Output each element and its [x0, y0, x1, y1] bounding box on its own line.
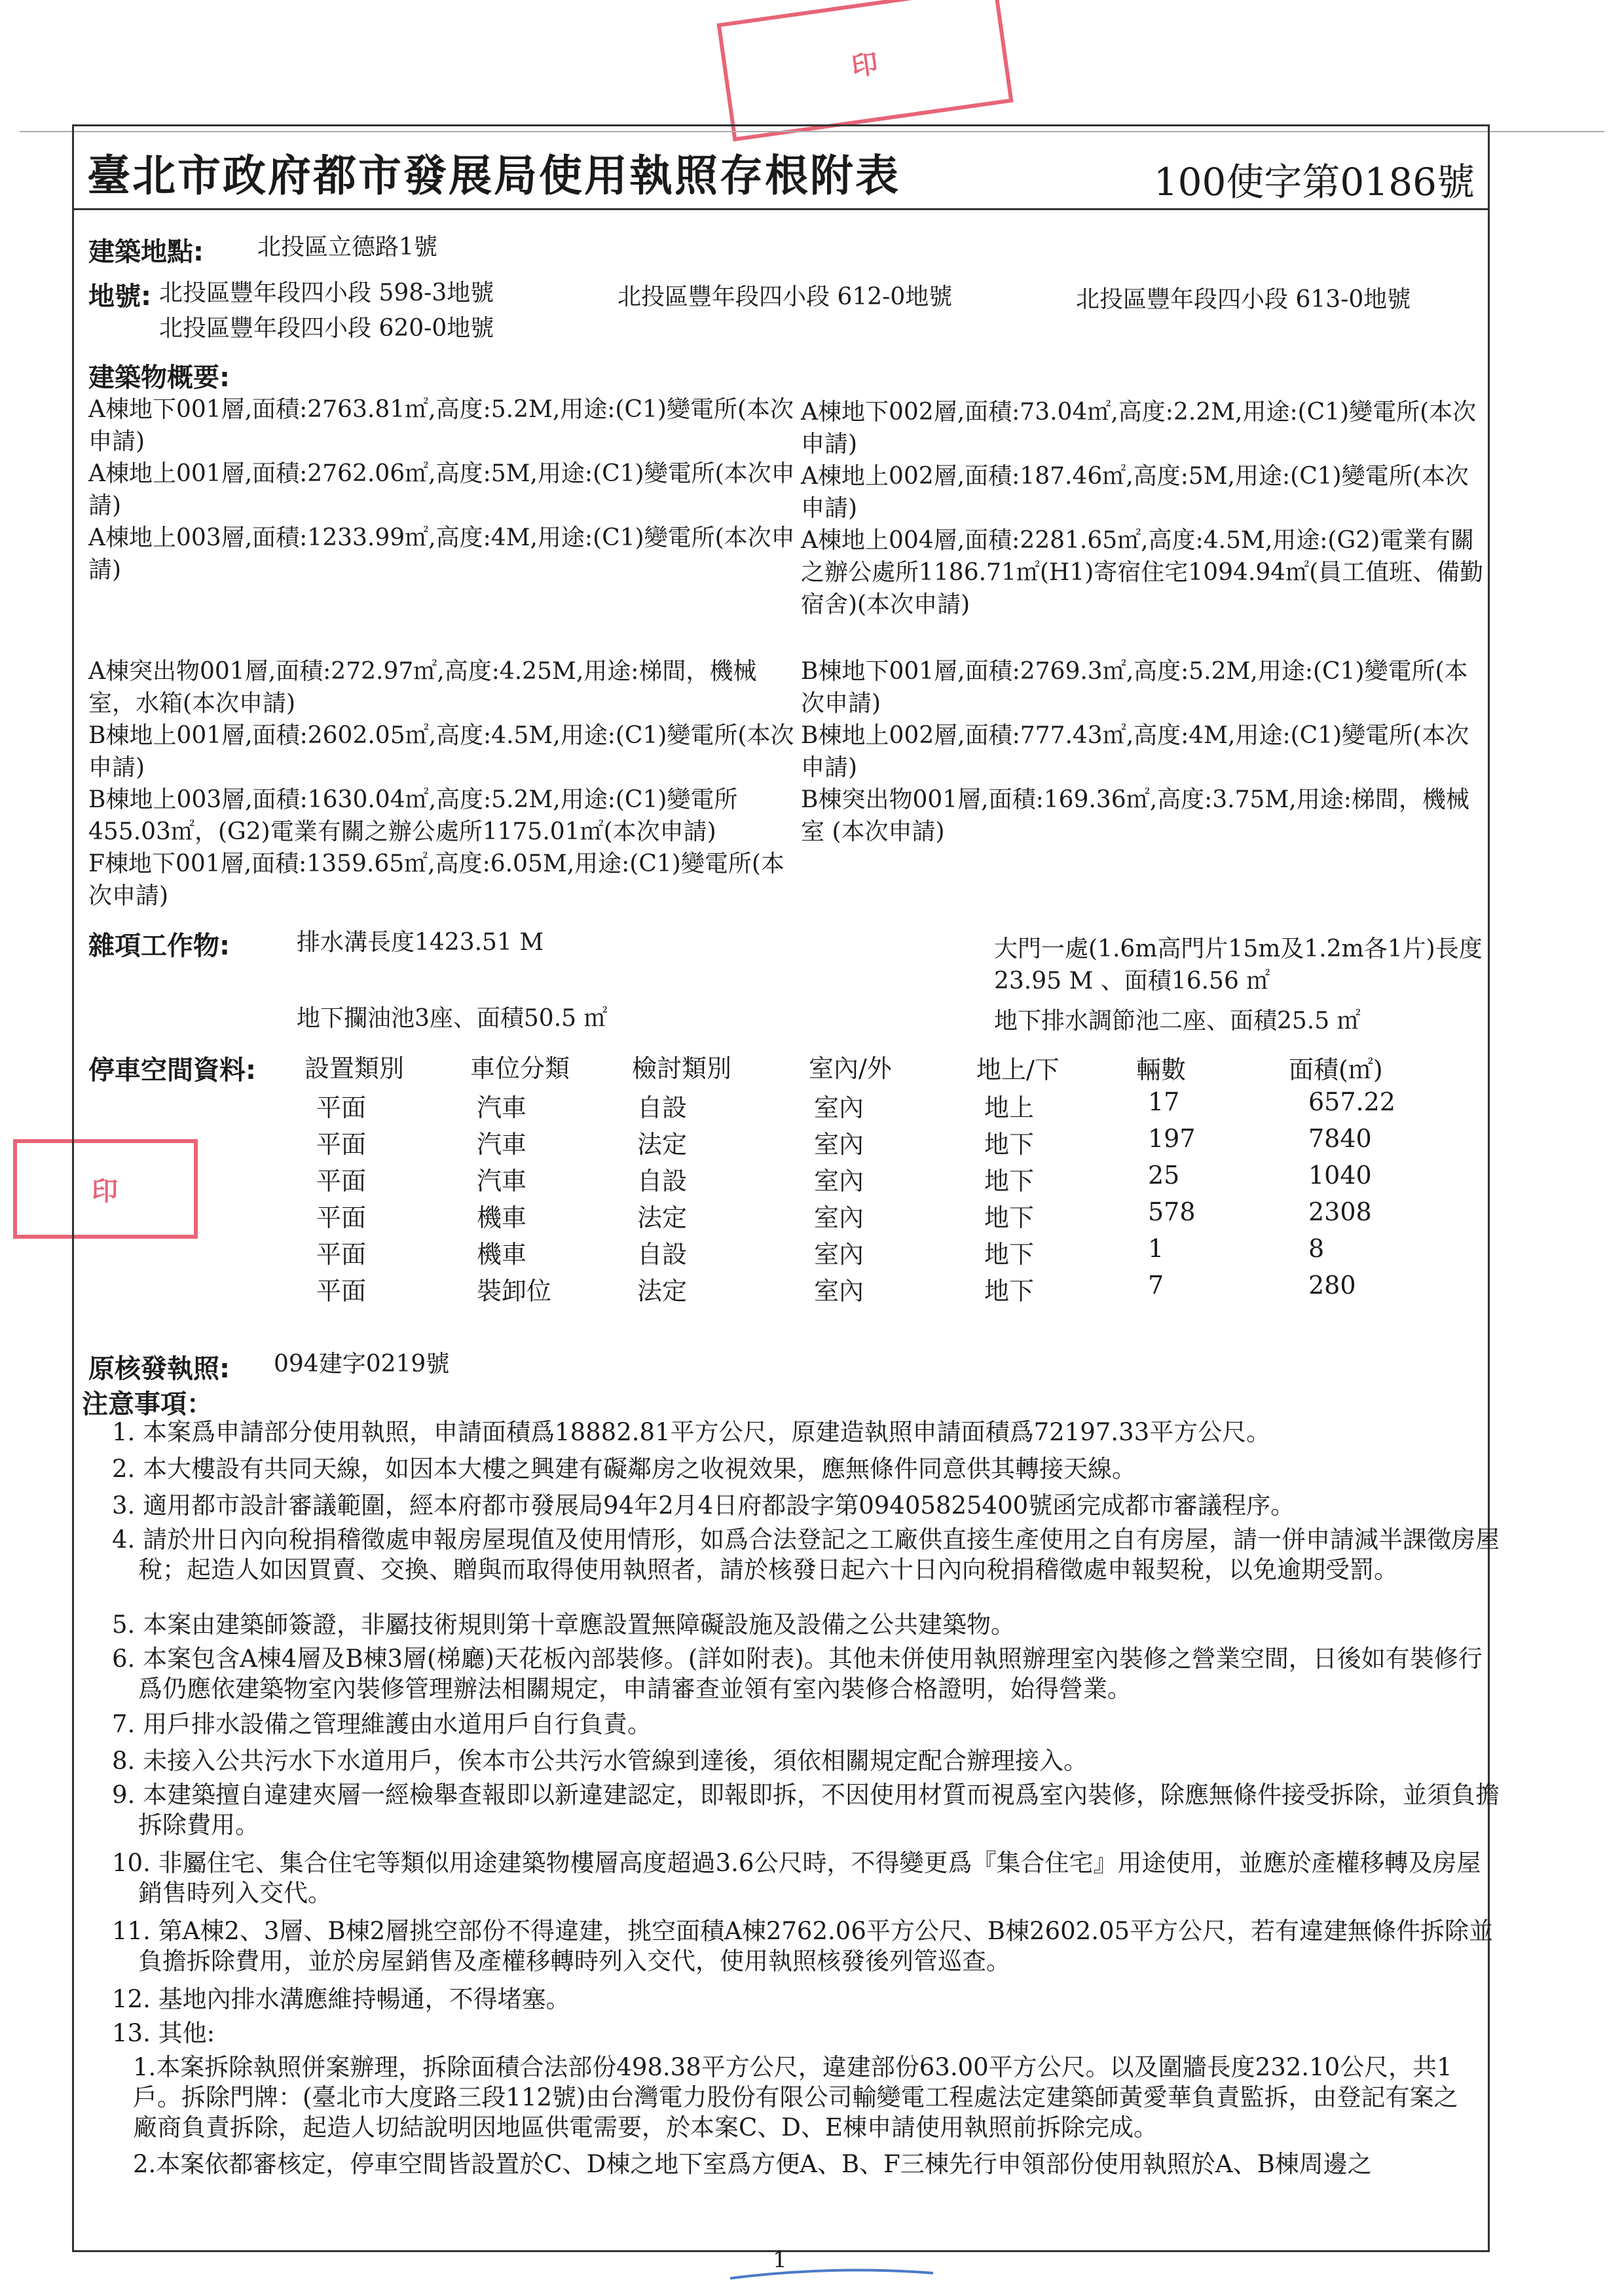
- misc-label: 雜項工作物:: [88, 931, 230, 961]
- parking-cell: 室內: [814, 1130, 864, 1159]
- misc-item: 大門一處(1.6m高門片15m及1.2m各1片)長度23.95 M 、面積16.56 ㎡: [994, 936, 1483, 994]
- parking-cell: 1: [1148, 1234, 1164, 1263]
- overview-entry: B棟地上001層,面積:2602.05㎡,高度:4.5M,用途:(C1)變電所(本次申請): [88, 722, 794, 781]
- parking-header: 車位分類: [470, 1054, 570, 1083]
- note-item: 8. 未接入公共污水下水道用戶，俟本市公共污水管線到達後，須依相關規定配合辦理接入。: [112, 1747, 1088, 1775]
- note-item: 6. 本案包含A棟4層及B棟3層(梯廳)天花板內部裝修。(詳如附表)。其他未併使用執照辦理室內裝修之營業空間，日後如有裝修行爲仍應依建築物室內裝修管理辦法相關規定，申請審查並領有室內裝修合格證明，始得營業。: [112, 1645, 1483, 1703]
- parking-cell: 汽車: [477, 1167, 527, 1195]
- note-item: 13. 其他:: [112, 2019, 215, 2047]
- lot-item: 北投區豐年段四小段 620-0地號: [159, 315, 494, 342]
- parking-cell: 室內: [814, 1277, 864, 1305]
- parking-cell: 7840: [1308, 1124, 1372, 1153]
- parking-label: 停車空間資料:: [88, 1055, 256, 1085]
- parking-cell: 地下: [984, 1203, 1035, 1232]
- note-sub-item: 1.本案拆除執照併案辦理，拆除面積合法部份498.38平方公尺，違建部份63.00平方公尺。以及圍牆長度232.10公尺，共1戶。拆除門牌：(臺北市大度路三段112號)由台灣電力股份有限公司輸變電工程處法定建築師黃愛華負責監拆，由登記有案之廠商負責拆除，起造人切結說明因地區供電需要，於本案C、D、E棟申請使用執照前拆除完成。: [133, 2053, 1458, 2141]
- misc-item: 地下排水調節池二座、面積25.5 ㎡: [994, 1008, 1361, 1034]
- note-item: 1. 本案爲申請部分使用執照，申請面積爲18882.81平方公尺，原建造執照申請面積爲72197.33平方公尺。: [112, 1418, 1271, 1446]
- parking-header: 設置類別: [304, 1054, 405, 1083]
- parking-header: 檢討類別: [632, 1054, 732, 1083]
- parking-header: 地上/下: [976, 1055, 1060, 1084]
- page-number: 1: [773, 2247, 787, 2273]
- lot-item: 北投區豐年段四小段 612-0地號: [618, 283, 953, 310]
- parking-cell: 自設: [637, 1167, 688, 1195]
- overview-entry: B棟地上003層,面積:1630.04㎡,高度:5.2M,用途:(C1)變電所455.03㎡，(G2)電業有關之辦公處所1175.01㎡(本次申請): [88, 786, 738, 845]
- overview-entry: A棟地上003層,面積:1233.99㎡,高度:4M,用途:(C1)變電所(本次申請): [88, 524, 795, 583]
- parking-cell: 室內: [814, 1203, 864, 1232]
- parking-cell: 地下: [984, 1240, 1035, 1269]
- parking-cell: 578: [1148, 1197, 1196, 1226]
- parking-cell: 25: [1148, 1161, 1180, 1190]
- parking-header: 室內/外: [809, 1054, 892, 1083]
- parking-cell: 地下: [984, 1167, 1035, 1195]
- site-label: 建築地點:: [88, 237, 204, 267]
- parking-cell: 機車: [477, 1203, 527, 1232]
- note-item: 2. 本大樓設有共同天線，如因本大樓之興建有礙鄰房之收視效果，應無條件同意供其轉接天線。: [112, 1455, 1137, 1483]
- note-item: 12. 基地內排水溝應維持暢通，不得堵塞。: [112, 1985, 570, 2013]
- parking-cell: 17: [1148, 1087, 1180, 1116]
- notes-label: 注意事項：: [82, 1389, 213, 1419]
- parking-cell: 汽車: [477, 1130, 527, 1159]
- note-item: 5. 本案由建築師簽證，非屬技術規則第十章應設置無障礙設施及設備之公共建築物。: [112, 1611, 1016, 1639]
- parking-cell: 280: [1308, 1271, 1356, 1300]
- parking-cell: 裝卸位: [477, 1277, 552, 1305]
- overview-entry: A棟地下002層,面積:73.04㎡,高度:2.2M,用途:(C1)變電所(本次申請): [801, 399, 1477, 458]
- overview-entry: A棟地上001層,面積:2762.06㎡,高度:5M,用途:(C1)變電所(本次申請): [88, 460, 795, 519]
- note-item: 4. 請於卅日內向稅捐稽徵處申報房屋現值及使用情形，如爲合法登記之工廠供直接生產使用之自有房屋，請一併申請減半課徵房屋稅；起造人如因買賣、交換、贈與而取得使用執照者，請於核發日起六十日內向稅捐稽徵處申報契稅，以免逾期受罰。: [112, 1525, 1500, 1584]
- overview-entry: B棟突出物001層,面積:169.36㎡,高度:3.75M,用途:梯間，機械室 (本次申請): [801, 786, 1469, 845]
- parking-cell: 7: [1148, 1271, 1164, 1300]
- overview-entry: A棟地上004層,面積:2281.65㎡,高度:4.5M,用途:(G2)電業有關之辦公處所1186.71㎡(H1)寄宿住宅1094.94㎡(員工值班、備勤宿舍)(本次申請): [801, 527, 1484, 618]
- original-license-label: 原核發執照:: [88, 1354, 230, 1384]
- parking-cell: 法定: [637, 1277, 688, 1305]
- parking-header: 面積(㎡): [1289, 1055, 1383, 1084]
- site-value: 北投區立德路1號: [257, 234, 437, 261]
- overview-entry: A棟地下001層,面積:2763.81㎡,高度:5.2M,用途:(C1)變電所(本次申請): [88, 396, 794, 455]
- parking-cell: 汽車: [477, 1093, 527, 1122]
- parking-cell: 8: [1308, 1234, 1325, 1263]
- parking-cell: 自設: [637, 1093, 688, 1122]
- overview-entry: A棟突出物001層,面積:272.97㎡,高度:4.25M,用途:梯間，機械室，水箱(本次申請): [88, 658, 757, 717]
- parking-cell: 2308: [1308, 1197, 1372, 1226]
- parking-cell: 197: [1148, 1124, 1196, 1153]
- parking-cell: 室內: [814, 1240, 864, 1269]
- parking-header: 輛數: [1136, 1055, 1187, 1084]
- parking-cell: 法定: [637, 1203, 688, 1232]
- parking-cell: 平面: [316, 1167, 367, 1195]
- note-item: 10. 非屬住宅、集合住宅等類似用途建築物樓層高度超過3.6公尺時，不得變更爲『集合住宅』用途使用，並應於產權移轉及房屋銷售時列入交代。: [112, 1849, 1481, 1907]
- parking-cell: 平面: [316, 1277, 367, 1305]
- misc-item: 排水溝長度1423.51 M: [297, 929, 544, 956]
- overview-entry: B棟地下001層,面積:2769.3㎡,高度:5.2M,用途:(C1)變電所(本次申請): [801, 658, 1468, 717]
- parking-cell: 室內: [814, 1093, 864, 1122]
- overview-entry: A棟地上002層,面積:187.46㎡,高度:5M,用途:(C1)變電所(本次申請): [801, 463, 1469, 522]
- seal-stamp-left: 印: [13, 1139, 198, 1239]
- parking-cell: 平面: [316, 1240, 367, 1269]
- note-sub-item: 2.本案依都審核定，停車空間皆設置於C、D棟之地下室爲方便A、B、F三棟先行申領部份使用執照於A、B棟周邊之: [133, 2150, 1372, 2178]
- original-license-value: 094建字0219號: [274, 1351, 450, 1377]
- note-item: 11. 第A棟2、3層、B棟2層挑空部份不得違建，挑空面積A棟2762.06平方公尺、B棟2602.05平方公尺，若有違建無條件拆除並負擔拆除費用，並於房屋銷售及產權移轉時列入交代，使用執照核發後列管巡查。: [112, 1917, 1494, 1975]
- note-item: 7. 用戶排水設備之管理維護由水道用戶自行負責。: [112, 1710, 652, 1738]
- parking-cell: 機車: [477, 1240, 527, 1269]
- page-title: 臺北市政府都市發展局使用執照存根附表: [87, 150, 900, 201]
- pen-swoosh: [727, 2265, 936, 2285]
- parking-cell: 地上: [984, 1093, 1035, 1122]
- parking-cell: 地下: [984, 1277, 1035, 1305]
- parking-cell: 1040: [1308, 1161, 1372, 1190]
- document-frame: [72, 124, 1500, 2252]
- parking-cell: 平面: [316, 1093, 367, 1122]
- overview-label: 建築物概要:: [88, 363, 230, 393]
- lot-item: 北投區豐年段四小段 613-0地號: [1076, 286, 1411, 313]
- lots-label: 地號:: [88, 282, 151, 312]
- overview-entry: B棟地上002層,面積:777.43㎡,高度:4M,用途:(C1)變電所(本次申請): [801, 722, 1469, 781]
- license-number: 100使字第0186號: [1153, 160, 1475, 204]
- parking-cell: 室內: [814, 1167, 864, 1195]
- parking-cell: 法定: [637, 1130, 688, 1159]
- overview-entry: F棟地下001層,面積:1359.65㎡,高度:6.05M,用途:(C1)變電所(本次申請): [88, 850, 784, 909]
- note-item: 9. 本建築擅自違建夾層一經檢舉查報即以新違建認定，即報即拆，不因使用材質而視爲室內裝修，除應無條件接受拆除，並須負擔拆除費用。: [112, 1781, 1500, 1839]
- misc-item: 地下攔油池3座、面積50.5 ㎡: [297, 1005, 608, 1032]
- parking-cell: 657.22: [1308, 1087, 1395, 1116]
- title-bar: [74, 126, 1488, 210]
- parking-cell: 地下: [984, 1130, 1035, 1159]
- parking-cell: 平面: [316, 1130, 367, 1159]
- parking-cell: 平面: [316, 1203, 367, 1232]
- lot-item: 北投區豐年段四小段 598-3地號: [159, 280, 494, 306]
- seal-stamp-top: 印: [716, 0, 1013, 141]
- parking-cell: 自設: [637, 1240, 688, 1269]
- note-item: 3. 適用都市設計審議範圍，經本府都市發展局94年2月4日府都設字第09405825400號函完成都市審議程序。: [112, 1491, 1295, 1520]
